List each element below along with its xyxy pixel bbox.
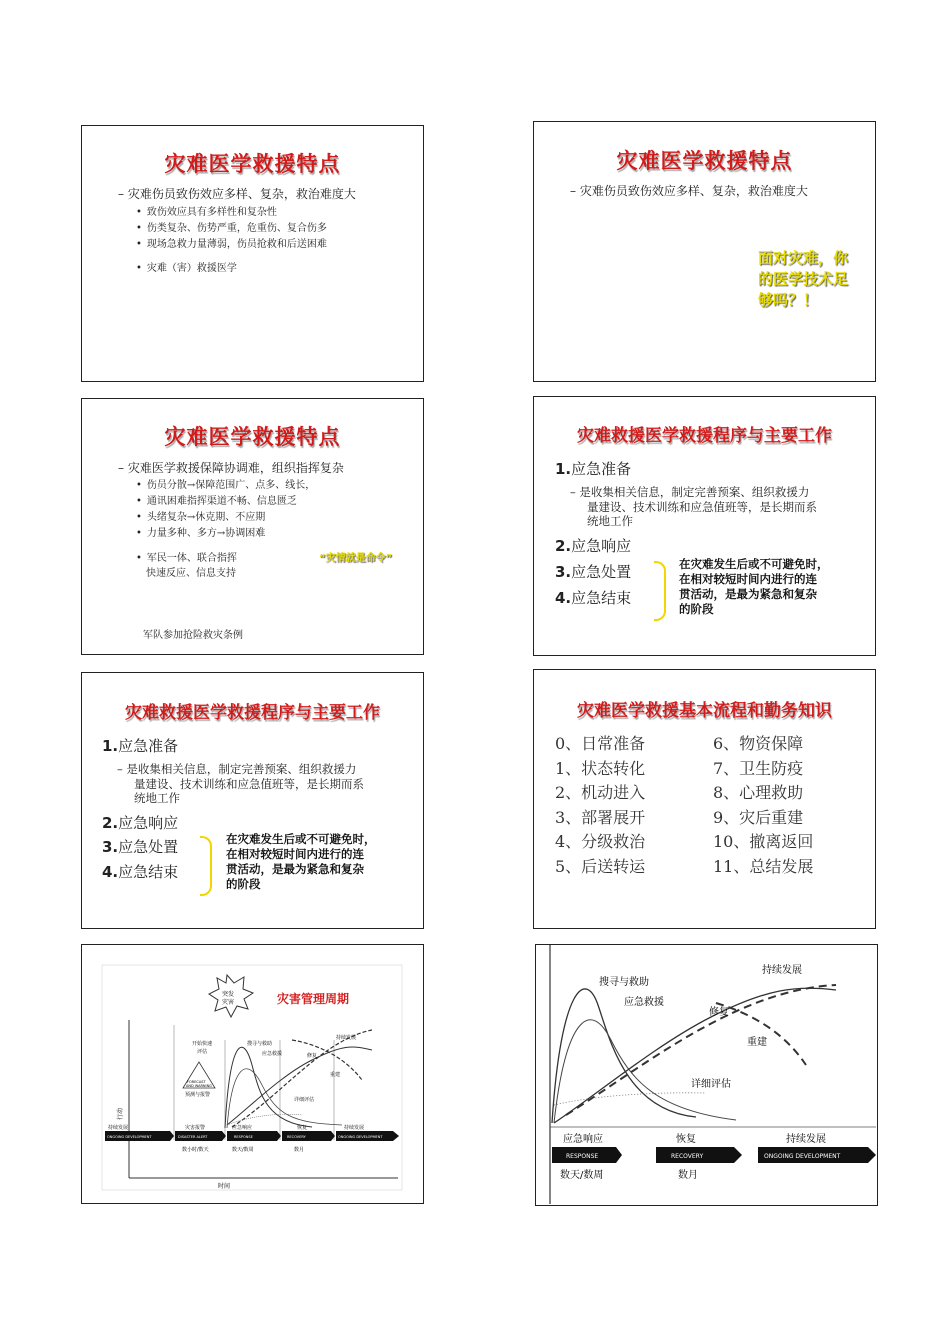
list-item: 11、总结发展: [713, 856, 814, 876]
svg-text:RECOVERY: RECOVERY: [287, 1135, 306, 1139]
bullet-list: [136, 205, 327, 253]
bullet-item: • 灾难（害）救援医学: [136, 261, 237, 277]
bullet-item: • 现场急救力量薄弱，伤员抢救和后送困难: [136, 237, 327, 253]
svg-text:DISASTER ALERT: DISASTER ALERT: [178, 1135, 208, 1139]
list-item: 7、卫生防疫: [713, 758, 804, 778]
sub-text: – 是收集相关信息，制定完善预案、组织救援力 量建设、技术训练和应急值班等，是长期而系 统地工作: [570, 485, 817, 528]
list-item: 0、日常准备: [555, 734, 646, 753]
svg-text:应急救援: 应急救援: [262, 1051, 283, 1057]
slide-8: [535, 944, 878, 1206]
step-item: 1.应急准备: [555, 460, 632, 478]
callout-line: 面对灾难，你: [758, 249, 849, 267]
svg-text:数月: 数月: [678, 1170, 698, 1181]
svg-text:重建: 重建: [747, 1037, 767, 1048]
svg-text:数月: 数月: [294, 1147, 305, 1153]
step-item: 2.应急响应: [102, 814, 179, 832]
bullet-item: • 致伤效应具有多样性和复杂性: [136, 205, 327, 221]
bullet-list: [136, 478, 315, 542]
callout-line: 够吗？！: [758, 291, 819, 309]
svg-text:搜寻与救助: 搜寻与救助: [247, 1041, 273, 1047]
slide-title: 灾难医学救援基本流程和勤务知识: [577, 701, 832, 721]
svg-text:突发: 突发: [222, 991, 235, 998]
svg-text:搜寻与救助: 搜寻与救助: [599, 977, 649, 988]
slide-7: [81, 944, 424, 1204]
bullet-item: • 通讯困难指挥渠道不畅、信息匮乏: [136, 494, 315, 510]
svg-text:灾害: 灾害: [222, 999, 235, 1006]
svg-text:持续发展: 持续发展: [108, 1125, 129, 1131]
slide-5: [81, 672, 424, 929]
step-item: 4.应急结束: [555, 589, 632, 607]
dash-item: – 灾难伤员致伤效应多样、复杂，救治难度大: [570, 184, 808, 198]
list-item: 2、机动进入: [555, 783, 646, 802]
list-item: 5、后送转运: [555, 856, 646, 876]
svg-text:灾害报警: 灾害报警: [185, 1125, 206, 1131]
svg-text:详细评估: 详细评估: [691, 1079, 731, 1090]
svg-text:恢复: 恢复: [676, 1134, 696, 1145]
bullet-list: [136, 551, 237, 581]
svg-text:RESPONSE: RESPONSE: [234, 1135, 253, 1139]
list-item: 10、撤离返回: [713, 832, 814, 851]
svg-text:应急响应: 应急响应: [563, 1134, 603, 1145]
note-text: 在灾难发生后或不可避免时， 在相对较短时间内进行的连 贯活动，是最为紧急和复杂 的阶段: [679, 557, 829, 616]
slide-title: 灾难医学救援特点: [164, 425, 341, 449]
slide-title: 灾难救援医学救援程序与主要工作: [125, 703, 380, 723]
slide-6: [533, 669, 876, 929]
step-item: 4.应急结束: [102, 863, 179, 881]
y-axis-label: 行动: [117, 1107, 124, 1120]
slide-1: [81, 125, 424, 382]
brace-decoration: [654, 561, 666, 621]
cycle-diagram: [82, 945, 422, 1202]
list-item: 9、灾后重建: [713, 807, 804, 827]
step-item: 1.应急准备: [102, 737, 179, 755]
callout-line: 的医学技术足: [758, 270, 849, 288]
step-item: 2.应急响应: [555, 537, 632, 555]
svg-text:RESPONSE: RESPONSE: [566, 1153, 599, 1160]
list-item: 8、心理救助: [713, 783, 804, 802]
zoomed-diagram: [536, 945, 876, 1204]
slide-title: 灾难救援医学救援程序与主要工作: [577, 426, 832, 446]
note-text: 在灾难发生后或不可避免时， 在相对较短时间内进行的连 贯活动，是最为紧急和复杂 的阶段: [226, 832, 376, 891]
svg-text:数天/数周: 数天/数周: [560, 1170, 604, 1181]
svg-text:ONGOING DEVELOPMENT: ONGOING DEVELOPMENT: [338, 1135, 383, 1139]
svg-text:开始快速: 开始快速: [192, 1041, 213, 1047]
step-item: 3.应急处置: [555, 563, 632, 581]
quote-text: “灾情就是命令”: [319, 553, 393, 564]
list-item: 3、部署展开: [555, 807, 646, 827]
diagram-title: 灾害管理周期: [277, 992, 350, 1006]
svg-text:数天/数周: 数天/数周: [232, 1147, 254, 1153]
svg-text:应急救援: 应急救援: [624, 997, 664, 1008]
slide-4: [533, 396, 876, 656]
svg-text:应急响应: 应急响应: [232, 1125, 253, 1131]
brace-decoration: [200, 836, 212, 896]
step-item: 3.应急处置: [102, 838, 179, 856]
svg-text:持续发展: 持续发展: [336, 1035, 357, 1041]
svg-text:修复: 修复: [709, 1007, 729, 1018]
bullet-item: • 军民一体、联合指挥 快速反应、信息支持: [136, 551, 237, 581]
slide-title: 灾难医学救援特点: [616, 149, 793, 173]
svg-text:详细评估: 详细评估: [294, 1097, 315, 1103]
dash-item: – 灾难医学救援保障协调难，组织指挥复杂: [118, 461, 344, 475]
slide-title: 灾难医学救援特点: [164, 152, 341, 176]
svg-text:RECOVERY: RECOVERY: [671, 1153, 704, 1160]
bullet-item: • 头绪复杂→休克期、不应期: [136, 510, 315, 526]
bullet-item: • 伤类复杂、伤势严重，危重伤、复合伤多: [136, 221, 327, 237]
svg-text:评估: 评估: [197, 1049, 208, 1055]
svg-text:持续发展: 持续发展: [762, 965, 802, 976]
svg-text:持续发展: 持续发展: [786, 1134, 826, 1145]
callout-text: [758, 248, 848, 311]
svg-text:预测与报警: 预测与报警: [185, 1092, 211, 1098]
svg-text:ONGOING DEVELOPMENT: ONGOING DEVELOPMENT: [107, 1135, 152, 1139]
footer-text: 军队参加抢险救灾条例: [143, 630, 243, 641]
svg-text:修复: 修复: [307, 1053, 318, 1059]
slide-2: [533, 121, 876, 382]
svg-text:AND WARNING: AND WARNING: [186, 1084, 212, 1088]
dash-item: – 灾难伤员致伤效应多样、复杂，救治难度大: [118, 187, 356, 201]
list-item: 6、物资保障: [713, 734, 804, 753]
bullet-item: • 力量多种、多方→协调困难: [136, 526, 315, 542]
svg-text:FORECAST: FORECAST: [187, 1080, 206, 1084]
x-axis-label: 时间: [218, 1183, 231, 1190]
list-item: 1、状态转化: [555, 758, 646, 778]
svg-text:数小时/数天: 数小时/数天: [182, 1147, 209, 1153]
right-list: [713, 732, 813, 879]
svg-text:ONGOING DEVELOPMENT: ONGOING DEVELOPMENT: [764, 1153, 841, 1160]
bullet-list: [136, 261, 237, 277]
sub-text: – 是收集相关信息，制定完善预案、组织救援力 量建设、技术训练和应急值班等，是长期而系 统地工作: [117, 762, 364, 805]
svg-text:重建: 重建: [330, 1072, 341, 1078]
list-item: 4、分级救治: [555, 832, 646, 851]
svg-text:持续发展: 持续发展: [344, 1125, 365, 1131]
slide-3: [81, 398, 424, 655]
left-list: [555, 732, 645, 879]
bullet-item: • 伤员分散→保障范围广、点多、线长，: [136, 478, 315, 494]
svg-text:恢复: 恢复: [297, 1125, 308, 1131]
